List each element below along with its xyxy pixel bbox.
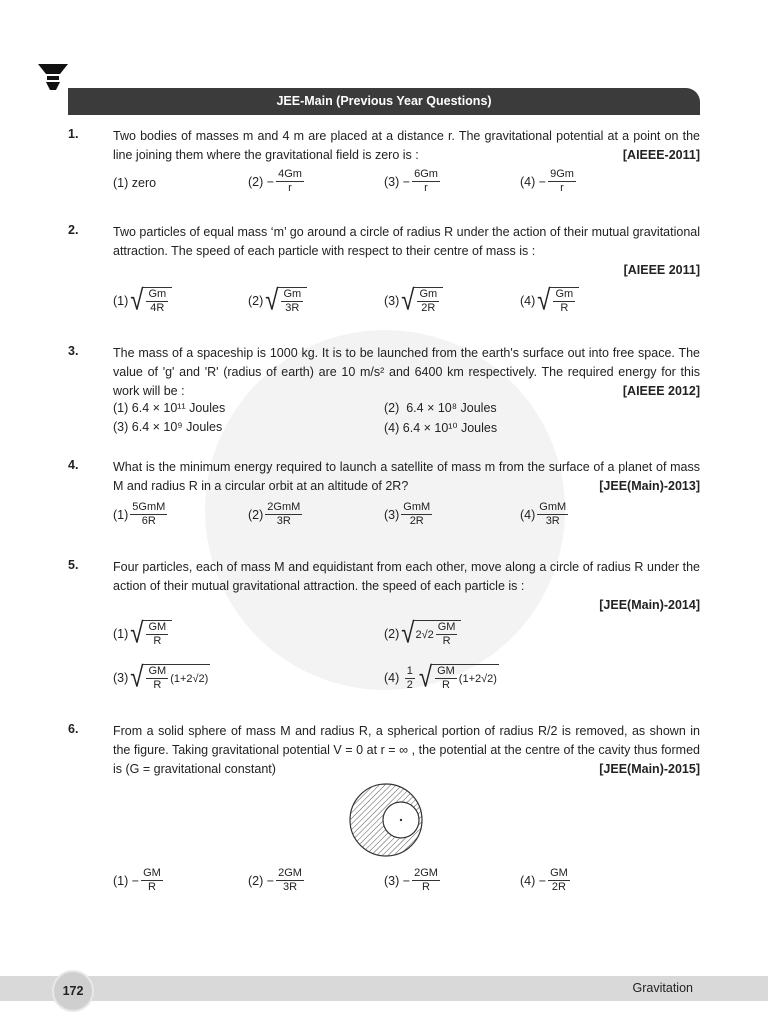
question-number: 4. [68,458,79,472]
option-2: (2) 6.4 × 10⁸ Joules [384,401,497,415]
question-number: 5. [68,558,79,572]
option-3: (3) − $\frac{2GM}{R}$ [384,867,438,893]
option-4: (4) √ $\frac{Gm}{R}$ [520,287,579,315]
option-1: (1) $\frac{\text{5GmM}}{6R}$ [113,501,166,527]
exam-tag: [JEE(Main)-2013] [599,479,700,493]
question-text: What is the minimum energy required to launch a satellite of mass m from the surface of a planet of mass M and radius R in a circular orbit at an altitude of 2R? [JEE(Main)-2013] [113,458,700,496]
question-number: 1. [68,127,79,141]
exam-tag: [AIEEE 2012] [622,384,700,398]
option-4: (4) − $\frac{GM}{2R}$ [520,867,568,893]
option-4: (4) $\frac{\text{GmM}}{3R}$ [520,501,567,527]
exam-tag: [JEE(Main)-2015] [599,762,700,776]
option-1: (1) 6.4 × 10¹¹ Joules [113,401,226,415]
question-number: 3. [68,344,79,358]
question-text: Four particles, each of mass M and equidistant from each other, move along a circle of radius R under the action of their mutual gravitational attraction. the speed of each particle is : [JEE(Main)-2014] [113,558,700,615]
option-2: (2) − $\frac{4Gm}{r}$ [248,168,302,194]
brand-logo-icon [38,64,68,90]
question-number: 6. [68,722,79,736]
option-4: (4) − $\frac{9Gm}{r}$ [520,168,574,194]
exam-tag: [AIEEE 2011] [623,263,700,277]
option-1: (1) √ $\frac{Gm}{4R}$ [113,287,172,315]
question-text: Two bodies of masses m and 4 m are placed at a distance r. The gravitational potential at a point on the line joining them where the gravitational field is zero is : [AIEEE-2011] [113,127,700,165]
page-number: 172 [52,970,94,1012]
option-4: (4) 6.4 × 10¹⁰ Joules [384,420,498,435]
option-3: (3) $\frac{\text{GmM}}{2R}$ [384,501,431,527]
option-2: (2) √ 2√2 $\frac{GM}{R}$ [384,620,461,648]
option-3: (3) √ $\frac{Gm}{2R}$ [384,287,443,315]
option-3: (3) 6.4 × 10⁹ Joules [113,420,223,434]
chapter-title: Gravitation [632,981,693,995]
option-3: (3) − $\frac{6Gm}{r}$ [384,168,438,194]
question-text: From a solid sphere of mass M and radius R, a spherical portion of radius R/2 is removed, as shown in the figure. Taking gravitational potential V = 0 at r = ∞ , the potential at the centre of the cavity thus formed is (G = gravitational constant) [JEE(Main)-2015] [113,722,700,779]
option-1: (1) zero [113,176,157,190]
question-text: The mass of a spaceship is 1000 kg. It is to be launched from the earth's surface out into free space. The value of 'g' and 'R' (radius of earth) are 10 m/s² and 6400 km respectively. The required energy for this work will be : [AIEEE 2012] [113,344,700,401]
option-2: (2) $\frac{\text{2GmM}}{3R}$ [248,501,301,527]
option-1: (1) √ $\frac{GM}{R}$ [113,620,172,648]
exam-tag: [AIEEE-2011] [622,148,700,162]
exam-tag: [JEE(Main)-2014] [599,598,700,612]
question-text: Two particles of equal mass ‘m’ go around a circle of radius R under the action of their mutual gravitational attraction. The speed of each particle with respect to their centre of mass is : [AIEEE 2011] [113,223,700,280]
question-number: 2. [68,223,79,237]
option-1: (1) − $\frac{GM}{R}$ [113,867,161,893]
section-header: JEE-Main (Previous Year Questions) [68,88,700,115]
option-2: (2) √ $\frac{Gm}{3R}$ [248,287,307,315]
option-2: (2) − $\frac{2GM}{3R}$ [248,867,302,893]
option-4: (4) $\frac{1}{2}$ √ $\frac{GM}{R}$ (1+2√2) [384,661,497,694]
sphere-cavity-figure [348,782,424,858]
option-3: (3) √ $\frac{GM}{R}$ (1+2√2) [113,661,209,694]
